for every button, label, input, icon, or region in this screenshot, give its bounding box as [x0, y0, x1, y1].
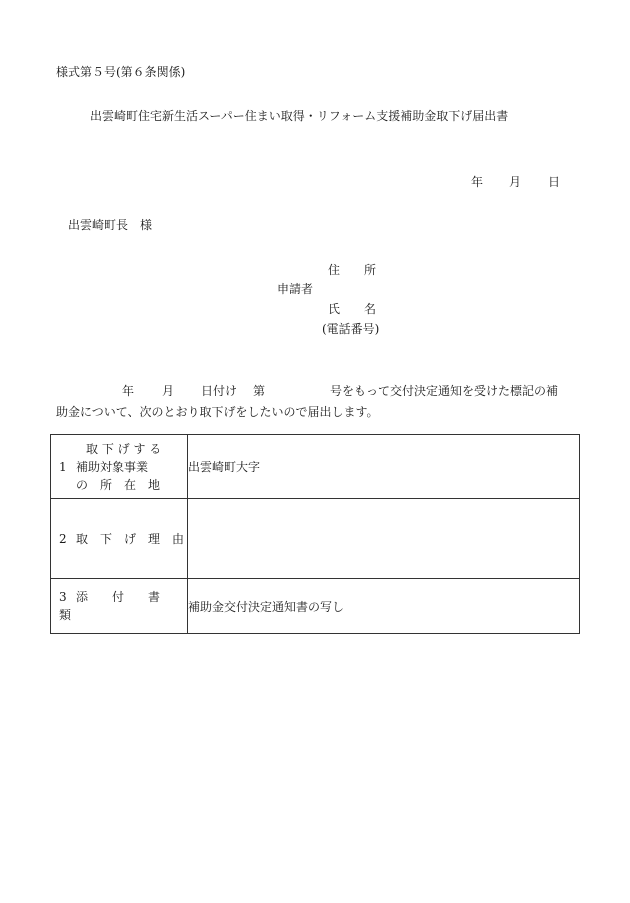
body-line1-text: 号をもって交付決定通知を受けた標記の補 [330, 384, 559, 398]
body-year: 年 [122, 384, 135, 398]
row-attachments-label-cell [51, 579, 188, 634]
addressee: 出雲崎町長 様 [68, 218, 153, 232]
name-label: 氏 名 [328, 302, 377, 316]
row-reason-label-cell [51, 499, 188, 579]
row-location-label-line1: 取 下 げ す る [86, 441, 162, 456]
row-location-label-cell [51, 435, 188, 499]
row-location-number: 1 [59, 459, 67, 474]
applicant-label: 申請者 [277, 282, 314, 296]
row-attachments-label: 添 付 書 類 [59, 590, 185, 622]
document-title: 出雲崎町住宅新生活スーパー住まい取得・リフォーム支援補助金取下げ届出書 [90, 109, 509, 123]
row-reason-label: 取 下 げ 理 由 [76, 531, 185, 546]
row-reason-number: 2 [59, 531, 67, 546]
reason-value-cell [188, 499, 580, 579]
body-dated: 日付け [201, 384, 238, 398]
form-number: 様式第５号(第６条関係) [56, 65, 186, 79]
row-attachments-number: 3 [59, 590, 67, 604]
attachments-value-cell: 補助金交付決定通知書の写し [188, 579, 580, 634]
date-month-label: 月 [509, 175, 522, 189]
date-day-label: 日 [548, 175, 561, 189]
body-number-prefix: 第 [253, 384, 266, 398]
phone-label: (電話番号) [322, 322, 380, 336]
table-row-reason [51, 499, 580, 579]
body-line2-text: 助金について、次のとおり取下げをしたいので届出します。 [56, 405, 379, 419]
body-month: 月 [162, 384, 175, 398]
row-location-label-line2: 補助対象事業 [76, 459, 149, 474]
table-row-location [51, 435, 580, 499]
row-location-label-line3: の 所 在 地 [76, 477, 161, 492]
date-year-label: 年 [471, 175, 484, 189]
address-label: 住 所 [328, 263, 377, 277]
table-row-attachments [51, 579, 580, 634]
location-value-cell: 出雲崎町大字 [188, 435, 580, 499]
withdrawal-details-table [50, 434, 580, 634]
